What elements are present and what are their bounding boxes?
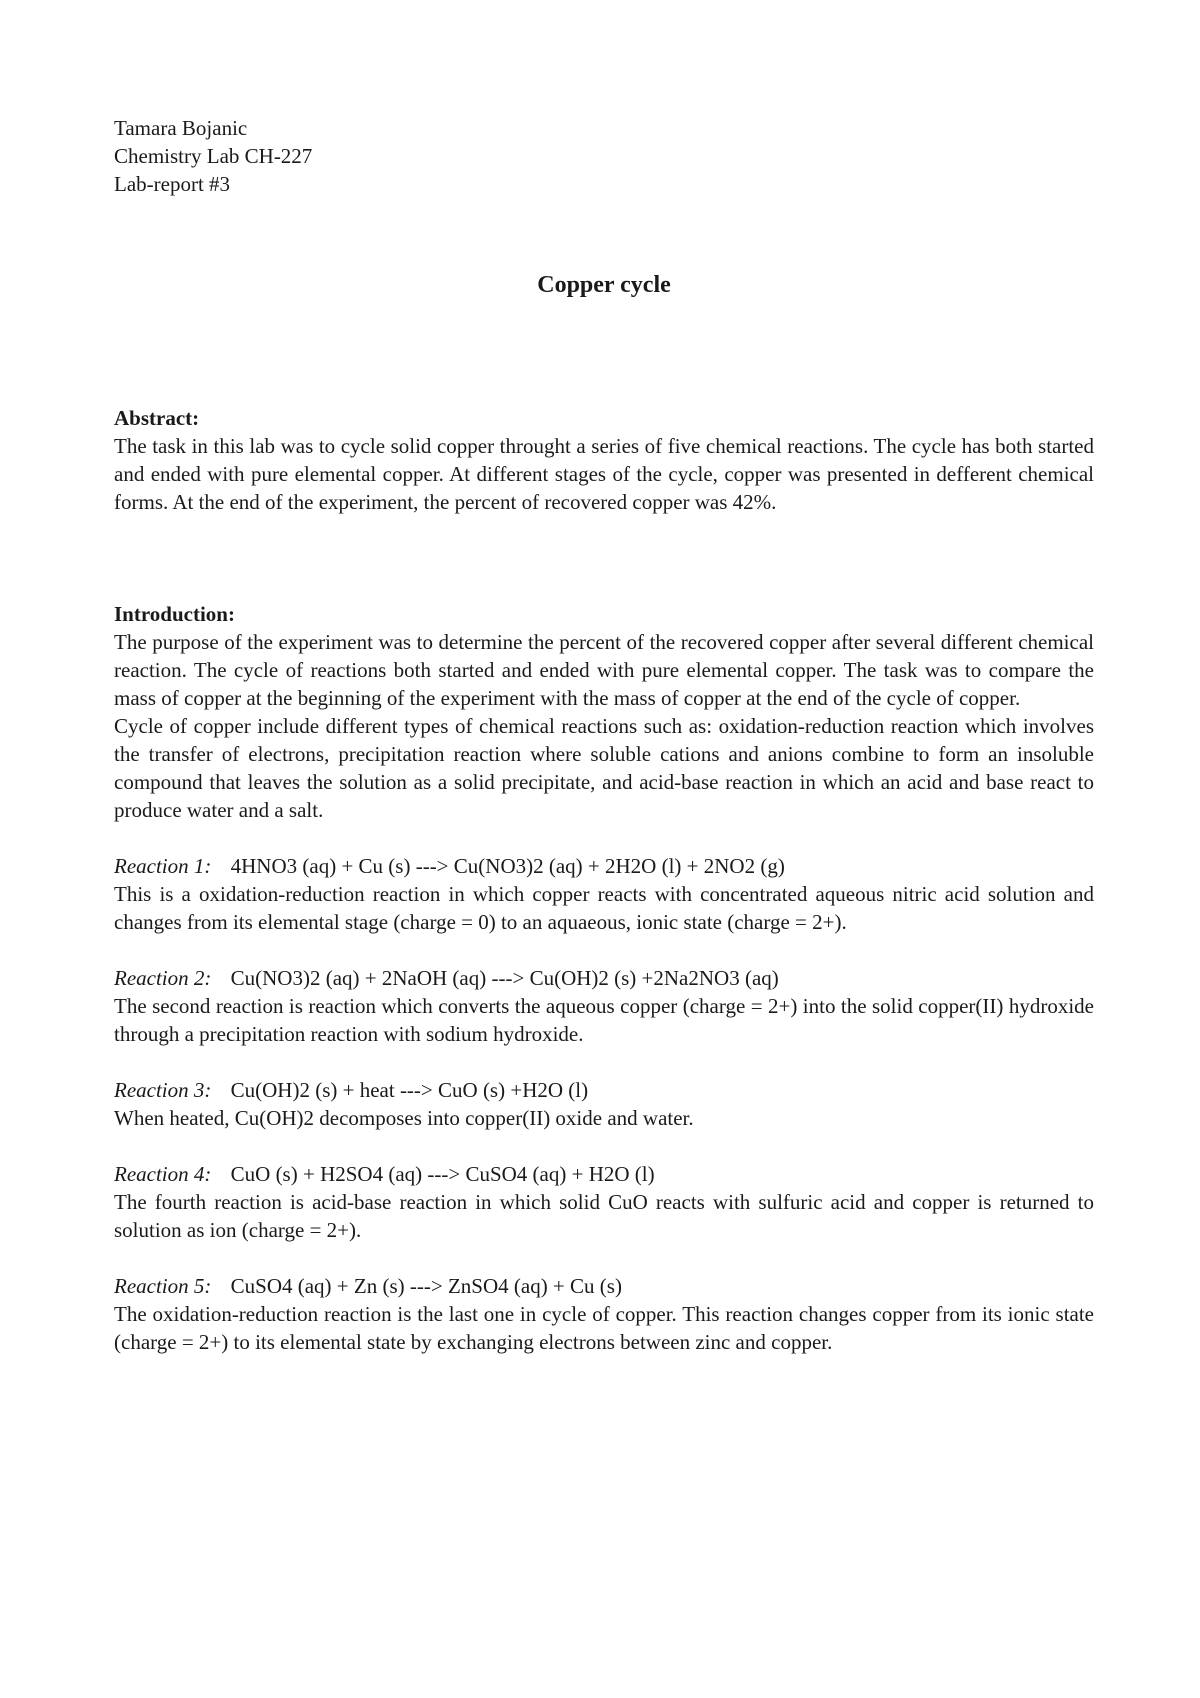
reaction-description: The oxidation-reduction reaction is the last one in cycle of copper. This reaction changes copper from its ionic state (charge = 2+) to its elemental state by exchanging electrons between zinc and copper. [114, 1302, 1094, 1354]
abstract-heading: Abstract: [114, 406, 200, 430]
course-name: Chemistry Lab CH-227 [114, 144, 313, 168]
reaction-4 [114, 1160, 1094, 1244]
reaction-description: This is a oxidation-reduction reaction in which copper reacts with concentrated aqueous nitric acid solution and changes from its elemental stage (charge = 0) to an aquaeous, ionic state (charge = 2+). [114, 882, 1094, 934]
reaction-description: The second reaction is reaction which converts the aqueous copper (charge = 2+) into the solid copper(II) hydroxide through a precipitation reaction with sodium hydroxide. [114, 994, 1094, 1046]
reaction-equation: 4HNO3 (aq) + Cu (s) ---> Cu(NO3)2 (aq) + 2H2O (l) + 2NO2 (g) [230, 854, 785, 878]
reaction-label: Reaction 2: [114, 966, 212, 990]
reaction-label: Reaction 1: [114, 854, 212, 878]
author-name: Tamara Bojanic [114, 116, 248, 140]
abstract-text: The task in this lab was to cycle solid copper throught a series of five chemical reactions. The cycle has both started and ended with pure elemental copper. At different stages of the cycle, copper was presented in defferent chemical forms. At the end of the experiment, the percent of recovered copper was 42%. [114, 434, 1094, 514]
reaction-equation: CuSO4 (aq) + Zn (s) ---> ZnSO4 (aq) + Cu (s) [230, 1274, 622, 1298]
reaction-equation: Cu(NO3)2 (aq) + 2NaOH (aq) ---> Cu(OH)2 (s) +2Na2NO3 (aq) [230, 966, 779, 990]
introduction-heading: Introduction: [114, 602, 235, 626]
document-page [114, 114, 1094, 1356]
introduction-section [114, 600, 1094, 824]
reaction-label: Reaction 3: [114, 1078, 212, 1102]
reaction-equation: Cu(OH)2 (s) + heat ---> CuO (s) +H2O (l) [230, 1078, 589, 1102]
abstract-section [114, 404, 1094, 516]
reaction-description: The fourth reaction is acid-base reaction in which solid CuO reacts with sulfuric acid and copper is returned to solution as ion (charge = 2+). [114, 1190, 1094, 1242]
introduction-paragraph-1: The purpose of the experiment was to determine the percent of the recovered copper after several different chemical reaction. The cycle of reactions both started and ended with pure elemental copper. The task was to compare the mass of copper at the beginning of the experiment with the mass of copper at the end of the cycle of copper. [114, 630, 1094, 710]
reaction-2 [114, 964, 1094, 1048]
document-header [114, 114, 1094, 198]
report-number: Lab-report #3 [114, 172, 231, 196]
document-title: Copper cycle [537, 272, 671, 298]
reaction-label: Reaction 5: [114, 1274, 212, 1298]
reaction-3 [114, 1076, 1094, 1132]
reaction-label: Reaction 4: [114, 1162, 212, 1186]
introduction-paragraph-2: Cycle of copper include different types of chemical reactions such as: oxidation-reduction reaction which involves the transfer of electrons, precipitation reaction where soluble cations and anions combine to form an insoluble compound that leaves the solution as a solid precipitate, and acid-base reaction in which an acid and base react to produce water and a salt. [114, 714, 1094, 822]
reaction-description: When heated, Cu(OH)2 decomposes into copper(II) oxide and water. [114, 1106, 694, 1130]
reaction-5 [114, 1272, 1094, 1356]
reaction-equation: CuO (s) + H2SO4 (aq) ---> CuSO4 (aq) + H2O (l) [230, 1162, 655, 1186]
reaction-1 [114, 852, 1094, 936]
